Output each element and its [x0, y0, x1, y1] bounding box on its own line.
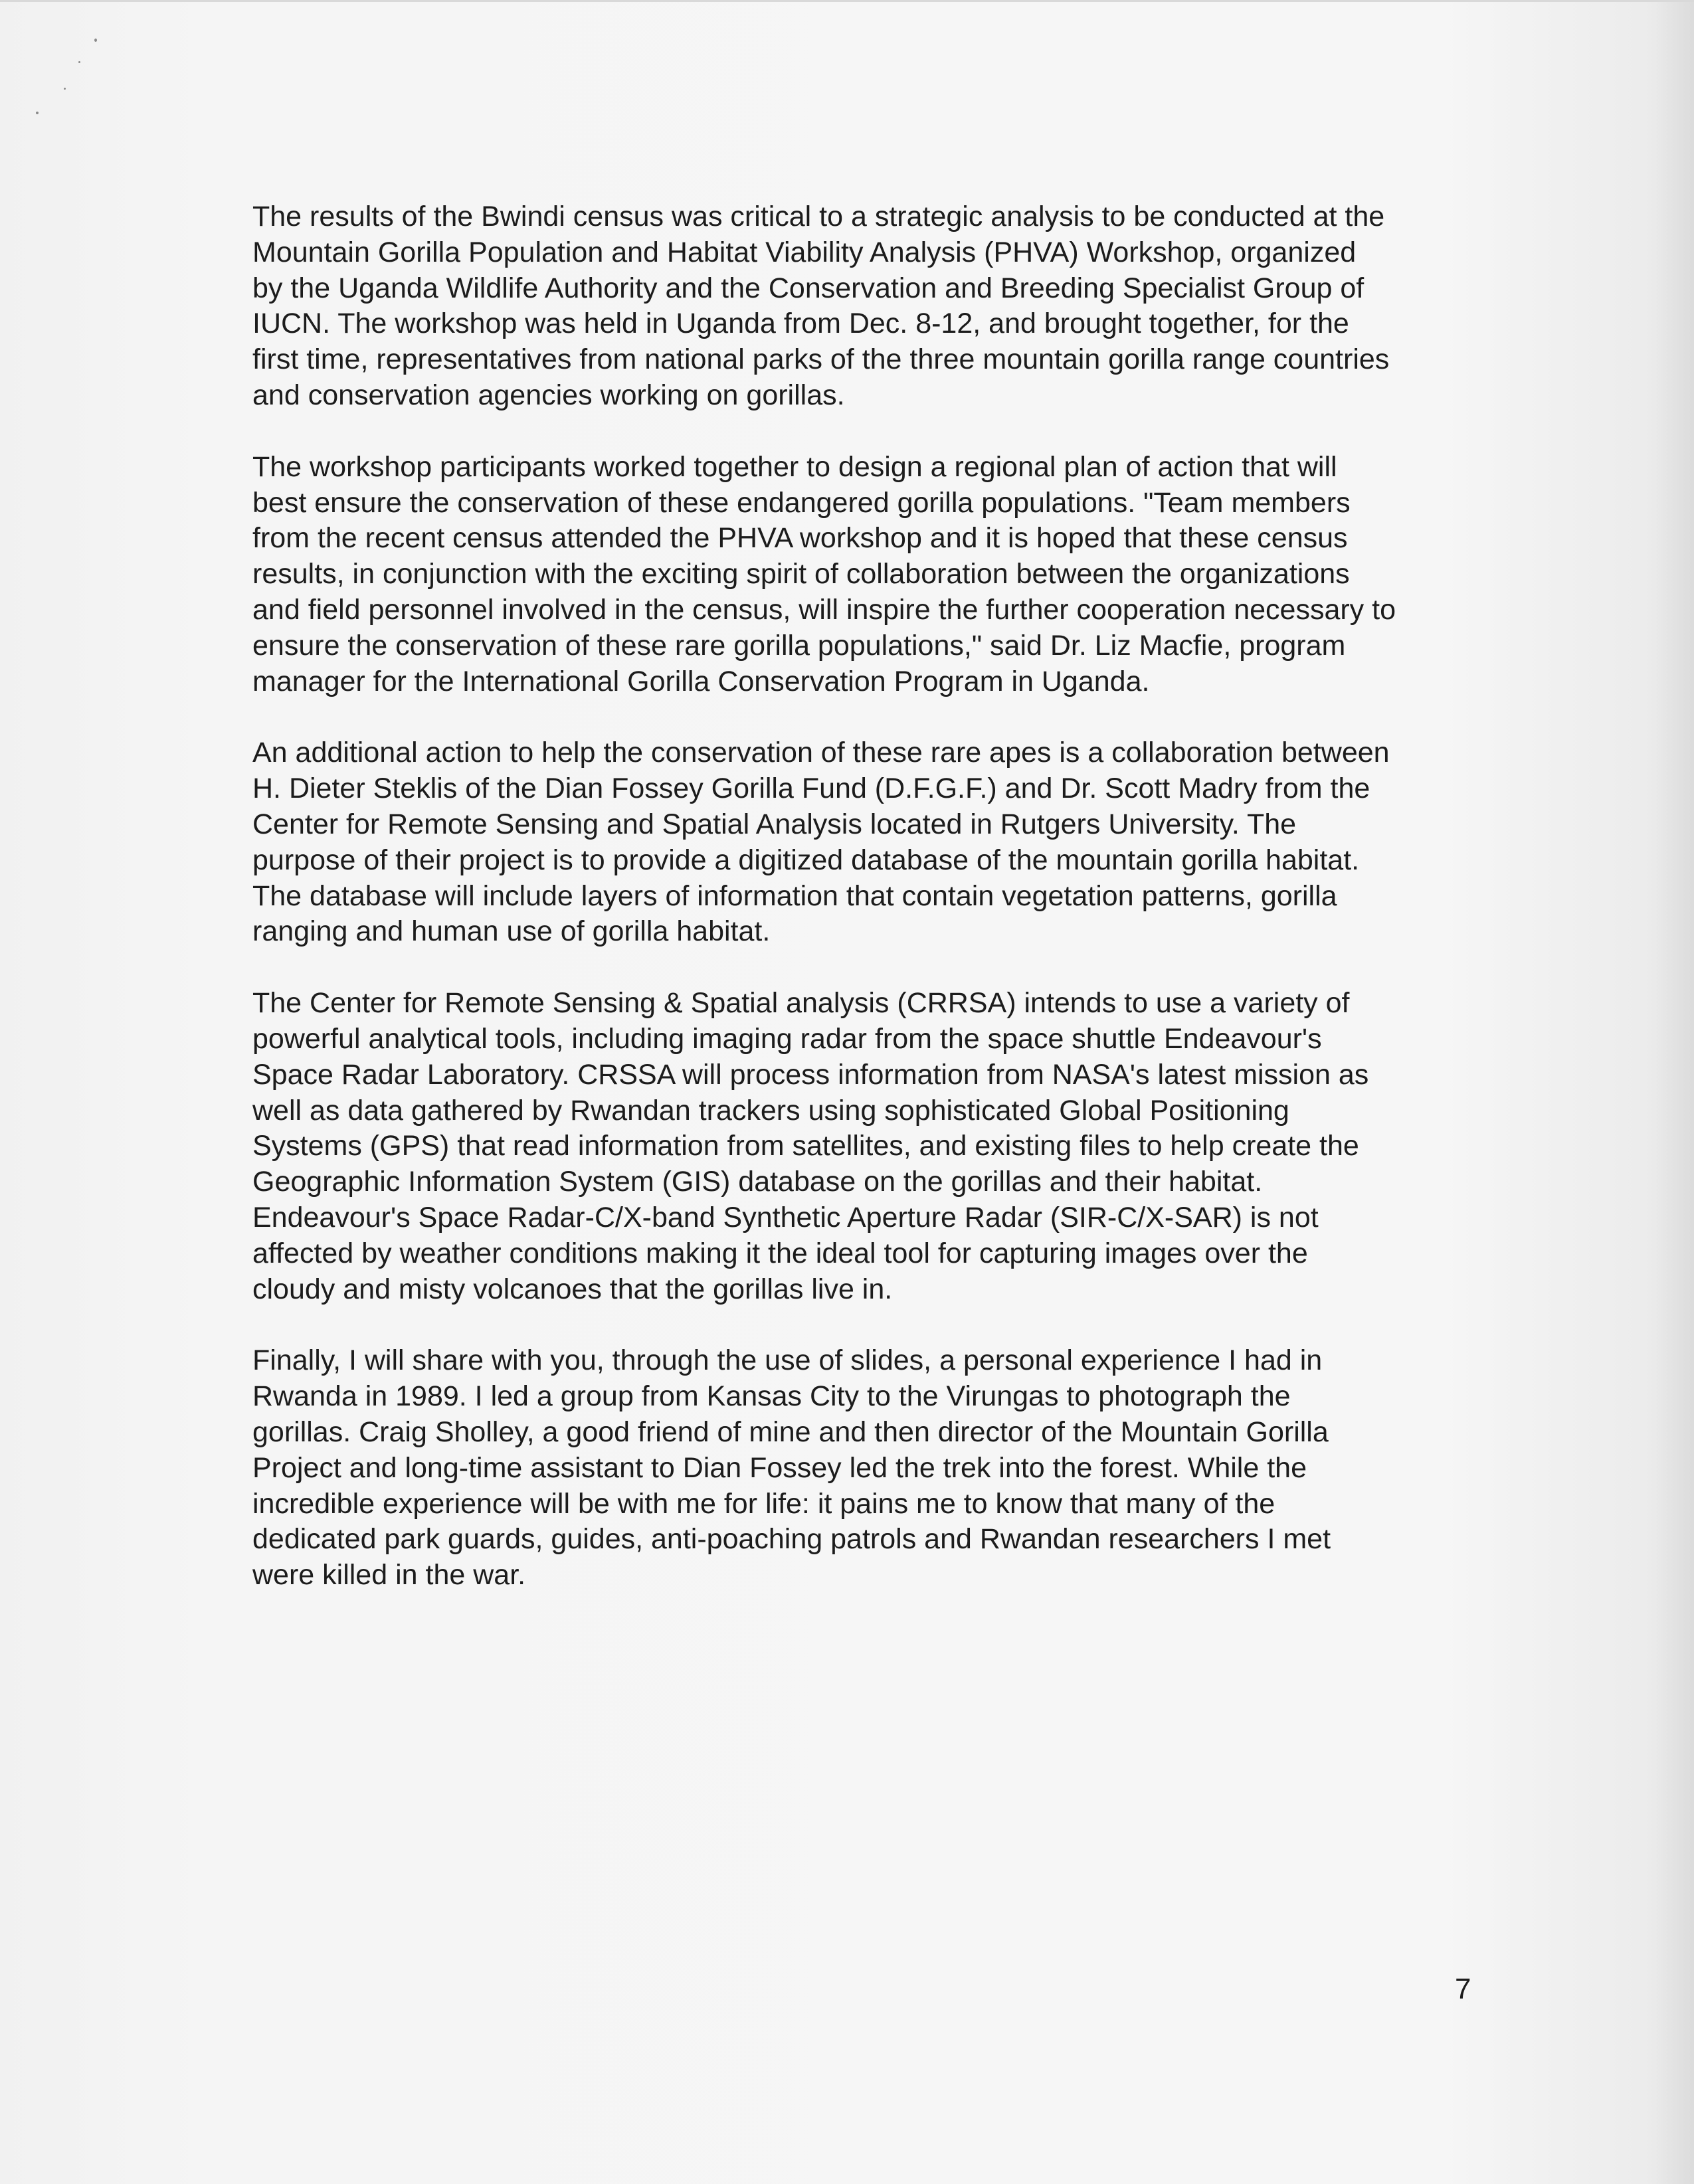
- paragraph-bwindi-census: The results of the Bwindi census was critical to a strategic analysis to be conducted at the Mountain Gorilla Population and Habitat Viability Analysis (PHVA) Workshop, organized by the Uganda Wildlife Authority and the Conservation and Breeding Specialist Group of IUCN. The workshop was held in Uganda from Dec. 8-12, and brought together, for the first time, representatives from national parks of the three mountain gorilla range countries and conservation agencies working on gorillas.: [252, 201, 1390, 411]
- scan-edge-shadow: [1654, 0, 1694, 2184]
- paragraph-additional-action: An additional action to help the conservation of these rare apes is a collaboration between H. Dieter Steklis of the Dian Fossey Gorilla Fund (D.F.G.F.) and Dr. Scott Madry from the Center for Remote Sensing and Spatial Analysis located in Rutgers University. The purpose of their project is to provide a digitized database of the mountain gorilla habitat. The database will include layers of information that contain vegetation patterns, gorilla ranging and human use of gorilla habitat.: [252, 737, 1390, 948]
- scan-top-edge: [0, 0, 1694, 2]
- paragraph-personal-experience: Finally, I will share with you, through the use of slides, a personal experience I had in Rwanda in 1989. I led a group from Kansas City to the Virungas to photograph the gorillas. Craig Sholley, a good friend of mine and then director of the Mountain Gorilla Project and long-time assistant to Dian Fossey led the trek into the forest. While the incredible experience will be with me for life: it pains me to know that many of the dedicated park guards, guides, anti-poaching patrols and Rwandan researchers I met were killed in the war.: [252, 1344, 1331, 1592]
- scan-speck: [36, 112, 39, 114]
- page-number: 7: [1455, 1973, 1471, 2005]
- paragraph-remote-sensing: The Center for Remote Sensing & Spatial analysis (CRRSA) intends to use a variety of powerful analytical tools, including imaging radar from the space shuttle Endeavour's Space Radar Laboratory. CRSSA will process information from NASA's latest mission as well as data gathered by Rwandan trackers using sophisticated Global Positioning Systems (GPS) that read information from satellites, and existing files to help create the Geographic Information System (GIS) database on the gorillas and their habitat. Endeavour's Space Radar-C/X-band Synthetic Aperture Radar (SIR-C/X-SAR) is not affected by weather conditions making it the ideal tool for capturing images over the cloudy and misty volcanoes that the gorillas live in.: [252, 987, 1369, 1305]
- scan-speck: [64, 88, 66, 90]
- scan-speck: [94, 39, 97, 42]
- document-body: [252, 199, 1488, 1629]
- paragraph-workshop-participants: The workshop participants worked together to design a regional plan of action that will best ensure the conservation of these endangered gorilla populations. "Team members from the recent census attended the PHVA workshop and it is hoped that these census results, in conjunction with the exciting spirit of collaboration between the organizations and field personnel involved in the census, will inspire the further cooperation necessary to ensure the conservation of these rare gorilla populations," said Dr. Liz Macfie, program manager for the International Gorilla Conservation Program in Uganda.: [252, 450, 1396, 697]
- scan-speck: [78, 61, 80, 63]
